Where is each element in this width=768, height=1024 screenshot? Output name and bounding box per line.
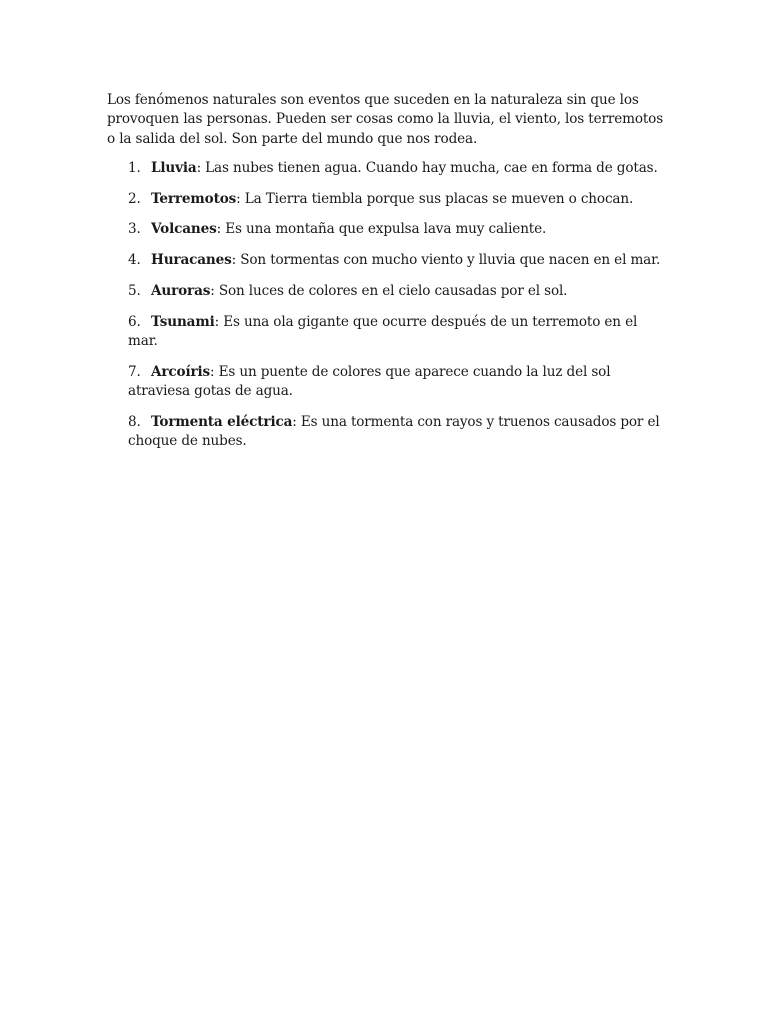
item-term: Tormenta eléctrica bbox=[151, 414, 293, 431]
item-term: Terremotos bbox=[151, 190, 237, 207]
list-item bbox=[128, 313, 667, 352]
item-number: 1. bbox=[128, 159, 141, 176]
list-item bbox=[128, 220, 667, 239]
intro-paragraph: Los fenómenos naturales son eventos que suceden en la naturaleza sin que los provoquen las personas. Pueden ser cosas como la lluvia, el viento, los terremotos o la salida del sol. Son parte del mundo que nos rodea. bbox=[107, 92, 664, 147]
item-number: 6. bbox=[128, 313, 141, 330]
item-number: 3. bbox=[128, 221, 141, 238]
item-term: Huracanes bbox=[151, 252, 232, 269]
item-number: 8. bbox=[128, 414, 141, 431]
item-description: : Es un puente de colores que aparece cuando la luz del sol atraviesa gotas de agua. bbox=[128, 363, 611, 400]
item-term: Arcoíris bbox=[151, 363, 210, 380]
item-term: Lluvia bbox=[151, 159, 197, 176]
item-description: : Las nubes tienen agua. Cuando hay mucha, cae en forma de gotas. bbox=[196, 159, 658, 176]
list-item bbox=[128, 413, 667, 452]
item-term: Tsunami bbox=[151, 313, 215, 330]
list-item bbox=[128, 159, 667, 178]
item-number: 2. bbox=[128, 190, 141, 207]
item-number: 5. bbox=[128, 283, 141, 300]
item-term: Auroras bbox=[151, 283, 211, 300]
list-item bbox=[128, 363, 667, 402]
phenomena-list bbox=[107, 159, 667, 452]
item-description: : Son luces de colores en el cielo causadas por el sol. bbox=[210, 283, 568, 300]
item-term: Volcanes bbox=[151, 221, 217, 238]
list-item bbox=[128, 190, 667, 209]
list-item bbox=[128, 282, 667, 301]
list-item bbox=[128, 251, 667, 270]
item-description: : Es una montaña que expulsa lava muy caliente. bbox=[216, 221, 547, 238]
item-description: : Son tormentas con mucho viento y lluvia que nacen en el mar. bbox=[231, 252, 661, 269]
item-number: 4. bbox=[128, 252, 141, 269]
item-number: 7. bbox=[128, 363, 141, 380]
item-description: : La Tierra tiembla porque sus placas se mueven o chocan. bbox=[236, 190, 634, 207]
document-page bbox=[107, 91, 667, 463]
item-description: : Es una tormenta con rayos y truenos causados por el choque de nubes. bbox=[128, 414, 660, 450]
item-description: : Es una ola gigante que ocurre después de un terremoto en el mar. bbox=[128, 313, 638, 350]
